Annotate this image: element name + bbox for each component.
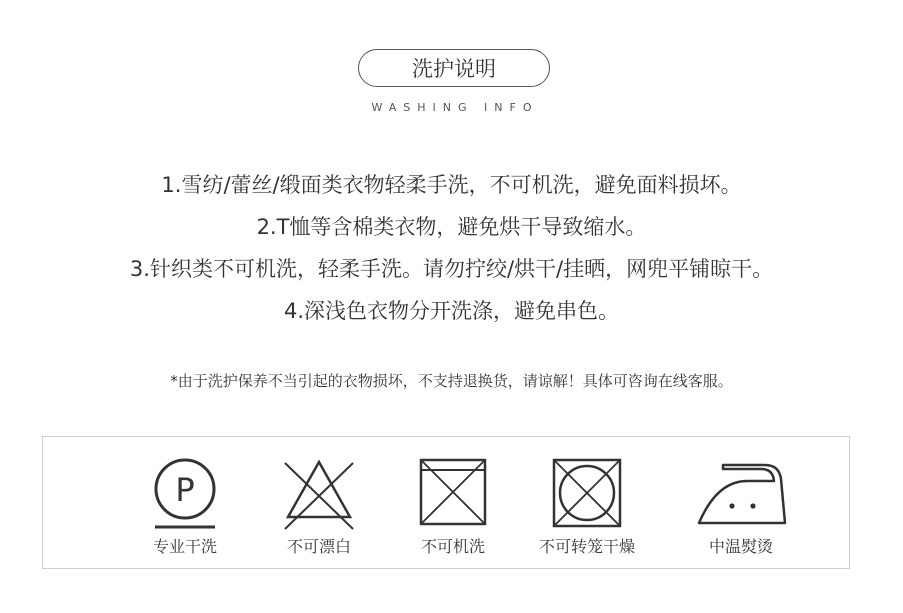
instruction-item: 1.雪纺/蕾丝/缎面类衣物轻柔手洗，不可机洗，避免面料损坏。	[161, 173, 742, 197]
care-item-medium-iron	[661, 437, 821, 568]
instruction-list	[0, 167, 903, 335]
medium-iron-icon	[661, 457, 821, 532]
section-title-pill	[358, 49, 550, 87]
section-subtitle: WASHING INFO	[371, 101, 539, 114]
instruction-item: 3.针织类不可机洗，轻柔手洗。请勿拧绞/烘干/挂晒，网兜平铺晾干。	[129, 257, 774, 281]
care-label: 不可漂白	[286, 537, 351, 556]
care-item-no-tumble-dry	[507, 437, 667, 568]
instruction-item: 4.深浅色衣物分开洗涤，避免串色。	[283, 299, 620, 323]
svg-text:P: P	[175, 471, 195, 509]
care-label: 不可机洗	[420, 537, 485, 556]
instruction-item: 2.T恤等含棉类衣物，避免烘干导致缩水。	[256, 215, 647, 239]
section-title: 洗护说明	[412, 57, 496, 81]
care-label: 中温熨烫	[708, 537, 773, 556]
disclaimer-note: *由于洗护保养不当引起的衣物损坏，不支持退换货，请谅解！具体可咨询在线客服。	[170, 372, 733, 390]
care-icon-panel	[42, 436, 850, 569]
no-tumble-dry-icon	[507, 457, 667, 532]
care-label: 专业干洗	[152, 537, 217, 556]
care-label: 不可转笼干燥	[538, 537, 635, 556]
